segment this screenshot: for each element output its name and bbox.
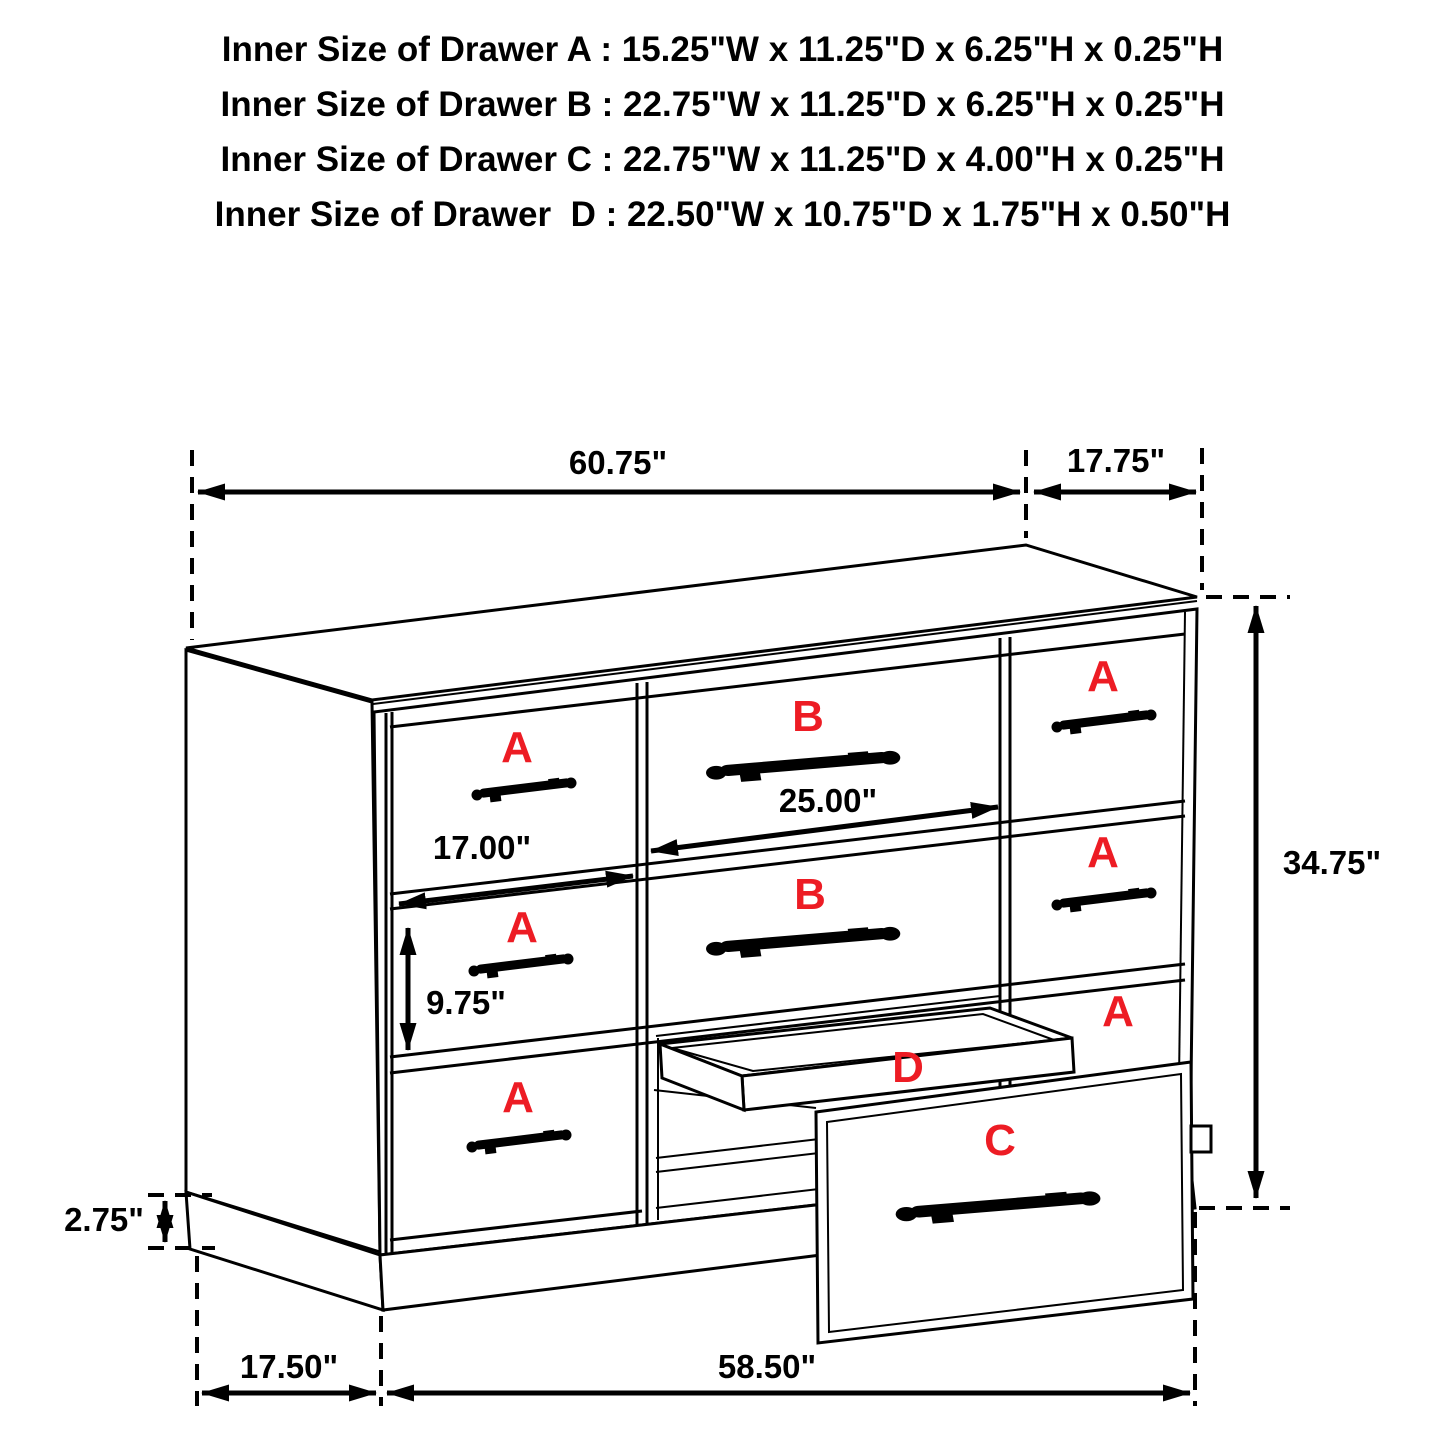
dim-text-bottom-side-depth: 17.50" (239, 1348, 339, 1385)
dim-text-middle-drawer-width: 25.00" (778, 782, 878, 819)
slide-bracket (1191, 1126, 1211, 1152)
label-drawer-a-right-bottom: A (1102, 987, 1134, 1036)
label-drawer-c: C (984, 1116, 1016, 1165)
label-drawer-a-left-bottom: A (502, 1073, 534, 1122)
label-drawer-b-top: B (792, 692, 824, 741)
header-line-drawer-a: Inner Size of Drawer A : 15.25"W x 11.25"D x 6.25"H x 0.25"H (221, 30, 1224, 69)
label-drawer-a-left-top: A (501, 723, 533, 772)
dim-text-left-drawer-height: 9.75" (426, 984, 506, 1021)
dim-text-top-depth: 17.75" (1066, 442, 1166, 479)
dimension-overall-height (1199, 597, 1381, 1208)
label-drawer-a-left-middle: A (506, 903, 538, 952)
cabinet-left-side-panel (186, 650, 380, 1252)
label-drawer-a-right-middle: A (1087, 828, 1119, 877)
header-line-drawer-d: Inner Size of Drawer D : 22.50"W x 10.75"D x 1.75"H x 0.50"H (214, 195, 1231, 234)
dim-text-bottom-front-width: 58.50" (717, 1348, 817, 1385)
header-line-drawer-b: Inner Size of Drawer B : 22.75"W x 11.25"D x 6.25"H x 0.25"H (220, 85, 1225, 124)
header-line-drawer-c: Inner Size of Drawer C : 22.75"W x 11.25"D x 4.00"H x 0.25"H (220, 140, 1225, 179)
dim-text-base-height: 2.75" (64, 1201, 144, 1238)
dim-text-overall-height: 34.75" (1282, 844, 1382, 881)
dim-text-top-width: 60.75" (568, 444, 668, 481)
dim-text-left-drawer-width: 17.00" (432, 829, 532, 866)
label-drawer-a-right-top: A (1087, 652, 1119, 701)
label-drawer-b-bottom: B (794, 870, 826, 919)
label-tray-d: D (892, 1043, 924, 1092)
